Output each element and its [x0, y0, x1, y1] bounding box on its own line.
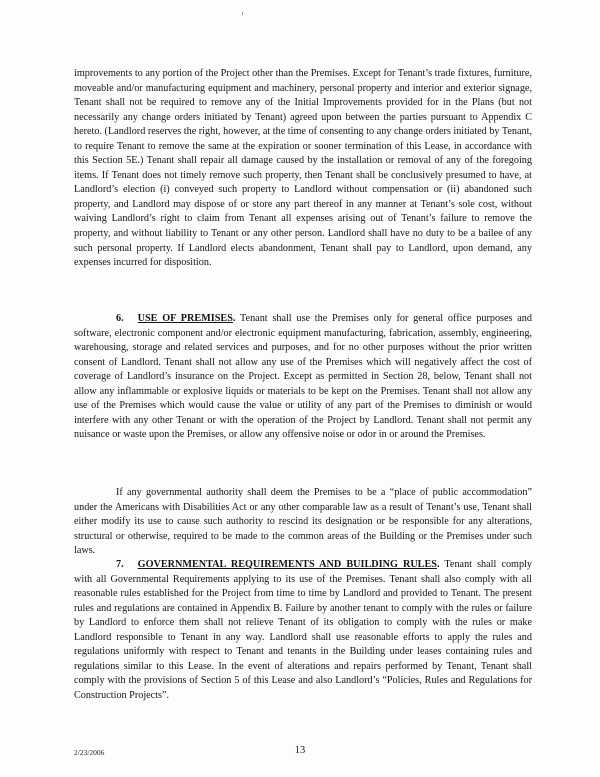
section-7-paragraph	[74, 558, 532, 703]
section-6-paragraph	[74, 312, 532, 443]
section-6-body: Tenant shall use the Premises only for general office purposes and software, electronic component and/or electronic equipment manufacturing, fabrication, assembly, engineering, warehousing, storage and related services and purposes, and for no other purposes without the prior written consent of Landlord. Tenant shall not allow any use of the Premises which will negatively affect the cost of coverage of Landlord’s insurance on the Project. Except as permitted in Section 28, below, Tenant shall not allow any inflammable or explosive liquids or materials to be kept on the Premises. Tenant shall not allow any use of the Premises which would cause the value or utility of any part of the Premises to diminish or would interfere with any other Tenant or with the operation of the Project by Landlord. Tenant shall not permit any nuisance or waste upon the Premises, or allow any offensive noise or odor in or around the Premises.	[74, 313, 532, 441]
section-7-title-punct: .	[436, 559, 440, 570]
section-6-ada-paragraph: If any governmental authority shall deem the Premises to be a “place of public accommodation” under the Americans with Disabilities Act or any other comparable law as a result of Tenant’s use, Tenant shall either modify its use to cause such authority to rescind its designation or be responsible for any alterations, structural or otherwise, required to be made to the common areas of the Building or the Premises under such laws.	[74, 487, 532, 557]
section-6-number: 6.	[116, 313, 124, 324]
footer-date: 2/23/2006	[74, 748, 105, 757]
page-number: 13	[294, 745, 306, 756]
section-6-title: USE OF PREMISES	[137, 313, 233, 324]
section-7-title: GOVERNMENTAL REQUIREMENTS AND BUILDING RULES	[137, 559, 437, 570]
section-6-title-punct: .	[232, 313, 236, 324]
section-7-number: 7.	[116, 559, 124, 570]
section-7-body: Tenant shall comply with all Governmental Requirements applying to its use of the Premises. Tenant shall also comply with all reasonable rules established for the Project from time to time by Landlord and provided to Tenant. The present rules and regulations are contained in Appendix B. Failure by another tenant to comply with the rules or failure by Landlord to enforce them shall not relieve Tenant of its obligation to comply with the rules or make Landlord responsible to Tenant in any way. Landlord shall use reasonable efforts to apply the rules and regulations uniformly with respect to Tenant and tenants in the Building under leases containing rules and regulations similar to this Lease. In the event of alterations and repairs performed by Tenant, Tenant shall comply with the provisions of Section 5 of this Lease and also Landlord’s “Policies, Rules and Regulations for Construction Projects”.	[74, 559, 533, 701]
paragraph-section-5e-continuation: improvements to any portion of the Project other than the Premises. Except for Tenant’s trade fixtures, furniture, moveable and/or manufacturing equipment and machinery, personal property and interior and exterior signage, Tenant shall not be required to remove any of the Initial Improvements provided for in the Plans (but not necessarily any change orders initiated by Tenant) agreed upon between the parties pursuant to Appendix C hereto. (Landlord reserves the right, however, at the time of consenting to any change orders initiated by Tenant, to require Tenant to remove the same at the expiration or sooner termination of this Lease, in accordance with this Section 5E.) Tenant shall repair all damage caused by the installation or removal of any of the foregoing items. If Tenant does not timely remove such property, then Tenant shall be conclusively presumed to have, at Landlord’s election (i) conveyed such property to Landlord without compensation or (ii) abandoned such property, and Landlord may dispose of or store any part thereof in any manner at Tenant’s sole cost, without waiving Landlord’s right to claim from Tenant all expenses arising out of Tenant’s failure to remove the property, and without liability to Tenant or any other person. Landlord shall have no duty to be a bailee of any such personal property. If Landlord elects abandonment, Tenant shall pay to Landlord, upon demand, any expenses incurred for disposition.	[74, 68, 532, 269]
scan-speck	[242, 12, 243, 15]
